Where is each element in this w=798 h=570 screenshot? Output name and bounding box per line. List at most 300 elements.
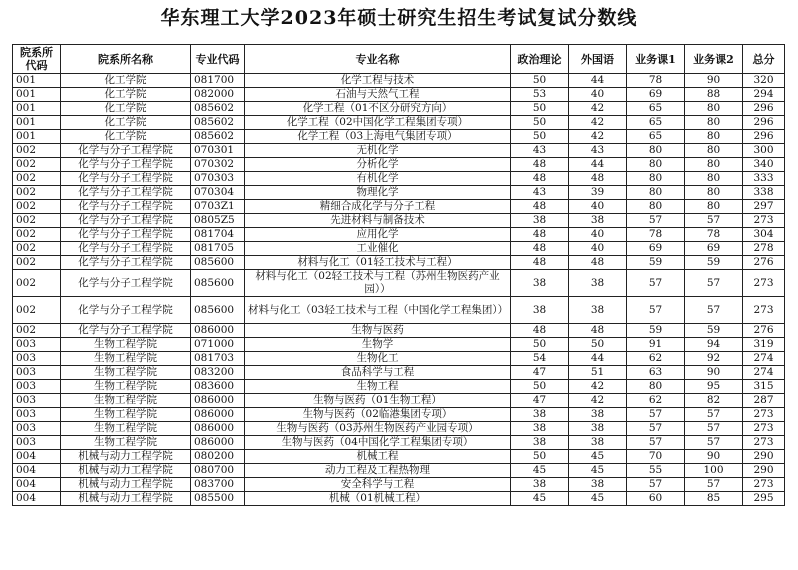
- cell-dept-name: 化学与分子工程学院: [61, 172, 191, 186]
- cell-dept-code: 001: [13, 116, 61, 130]
- table-body: [13, 74, 785, 506]
- cell-major-name: 应用化学: [245, 228, 511, 242]
- cell-foreign-language-score: 45: [569, 492, 627, 506]
- cell-dept-code: 004: [13, 450, 61, 464]
- cell-dept-code: 004: [13, 492, 61, 506]
- cell-major-code: 081700: [191, 74, 245, 88]
- cell-politics-score: 48: [511, 228, 569, 242]
- cell-politics-score: 50: [511, 74, 569, 88]
- cell-dept-name: 化学与分子工程学院: [61, 228, 191, 242]
- cell-major-name: 材料与化工（03轻工技术与工程（中国化学工程集团））: [245, 297, 511, 324]
- cell-major-code: 080700: [191, 464, 245, 478]
- cell-major-code: 081705: [191, 242, 245, 256]
- cell-major-code: 070301: [191, 144, 245, 158]
- cell-total-score: 278: [743, 242, 785, 256]
- cell-major-name: 生物与医药: [245, 324, 511, 338]
- cell-politics-score: 43: [511, 144, 569, 158]
- cell-course-1-score: 60: [627, 492, 685, 506]
- cell-major-code: 085602: [191, 130, 245, 144]
- cell-dept-name: 生物工程学院: [61, 338, 191, 352]
- table-row: [13, 102, 785, 116]
- cell-total-score: 276: [743, 324, 785, 338]
- cell-major-code: 086000: [191, 422, 245, 436]
- cell-dept-code: 002: [13, 270, 61, 297]
- header-major-code: 专业代码: [191, 45, 245, 74]
- cell-total-score: 295: [743, 492, 785, 506]
- cell-course-2-score: 90: [685, 366, 743, 380]
- cell-foreign-language-score: 40: [569, 242, 627, 256]
- cell-total-score: 333: [743, 172, 785, 186]
- cell-course-1-score: 78: [627, 228, 685, 242]
- cell-politics-score: 45: [511, 492, 569, 506]
- cell-course-2-score: 80: [685, 172, 743, 186]
- cell-dept-name: 生物工程学院: [61, 436, 191, 450]
- cell-major-code: 0703Z1: [191, 200, 245, 214]
- cell-major-code: 081704: [191, 228, 245, 242]
- table-row: [13, 394, 785, 408]
- cell-dept-name: 生物工程学院: [61, 352, 191, 366]
- cell-major-name: 机械（01机械工程）: [245, 492, 511, 506]
- cell-major-name: 工业催化: [245, 242, 511, 256]
- cell-major-name: 机械工程: [245, 450, 511, 464]
- cell-politics-score: 45: [511, 464, 569, 478]
- cell-dept-name: 化学与分子工程学院: [61, 256, 191, 270]
- cell-major-code: 085602: [191, 102, 245, 116]
- cell-foreign-language-score: 42: [569, 394, 627, 408]
- cell-dept-code: 001: [13, 88, 61, 102]
- cell-total-score: 294: [743, 88, 785, 102]
- header-total: 总分: [743, 45, 785, 74]
- cell-dept-code: 003: [13, 408, 61, 422]
- table-row: [13, 422, 785, 436]
- cell-foreign-language-score: 42: [569, 116, 627, 130]
- cell-total-score: 273: [743, 408, 785, 422]
- cell-total-score: 319: [743, 338, 785, 352]
- cell-major-name: 生物与医药（04中国化学工程集团专项）: [245, 436, 511, 450]
- cell-course-1-score: 57: [627, 270, 685, 297]
- score-table: [12, 44, 785, 506]
- header-course-2: 业务课2: [685, 45, 743, 74]
- cell-major-name: 生物工程: [245, 380, 511, 394]
- table-row: [13, 380, 785, 394]
- cell-politics-score: 54: [511, 352, 569, 366]
- cell-major-code: 081703: [191, 352, 245, 366]
- cell-politics-score: 43: [511, 186, 569, 200]
- cell-major-name: 物理化学: [245, 186, 511, 200]
- header-foreign-language: 外国语: [569, 45, 627, 74]
- cell-total-score: 273: [743, 436, 785, 450]
- cell-course-1-score: 80: [627, 380, 685, 394]
- header-course-1: 业务课1: [627, 45, 685, 74]
- table-row: [13, 297, 785, 324]
- cell-total-score: 315: [743, 380, 785, 394]
- cell-politics-score: 50: [511, 116, 569, 130]
- cell-politics-score: 50: [511, 130, 569, 144]
- table-row: [13, 74, 785, 88]
- cell-dept-name: 生物工程学院: [61, 408, 191, 422]
- cell-total-score: 273: [743, 422, 785, 436]
- cell-course-2-score: 82: [685, 394, 743, 408]
- table-row: [13, 228, 785, 242]
- cell-dept-code: 003: [13, 436, 61, 450]
- cell-dept-name: 化工学院: [61, 102, 191, 116]
- cell-major-code: 085600: [191, 297, 245, 324]
- cell-dept-name: 机械与动力工程学院: [61, 478, 191, 492]
- cell-course-1-score: 78: [627, 74, 685, 88]
- cell-course-1-score: 65: [627, 130, 685, 144]
- cell-politics-score: 38: [511, 478, 569, 492]
- cell-major-name: 化学工程（03上海电气集团专项）: [245, 130, 511, 144]
- cell-course-1-score: 80: [627, 144, 685, 158]
- cell-foreign-language-score: 40: [569, 200, 627, 214]
- cell-foreign-language-score: 38: [569, 436, 627, 450]
- cell-major-name: 精细合成化学与分子工程: [245, 200, 511, 214]
- table-row: [13, 116, 785, 130]
- cell-major-name: 动力工程及工程热物理: [245, 464, 511, 478]
- cell-foreign-language-score: 40: [569, 228, 627, 242]
- cell-total-score: 273: [743, 478, 785, 492]
- cell-dept-name: 化学与分子工程学院: [61, 270, 191, 297]
- cell-course-2-score: 80: [685, 186, 743, 200]
- header-dept-code: 院系所代码: [13, 45, 61, 74]
- cell-dept-code: 001: [13, 130, 61, 144]
- cell-course-1-score: 62: [627, 352, 685, 366]
- cell-major-code: 086000: [191, 436, 245, 450]
- cell-total-score: 296: [743, 130, 785, 144]
- cell-dept-code: 003: [13, 394, 61, 408]
- cell-major-name: 材料与化工（01轻工技术与工程）: [245, 256, 511, 270]
- cell-dept-code: 003: [13, 366, 61, 380]
- cell-foreign-language-score: 43: [569, 144, 627, 158]
- cell-foreign-language-score: 38: [569, 297, 627, 324]
- cell-major-code: 085600: [191, 256, 245, 270]
- cell-major-code: 071000: [191, 338, 245, 352]
- cell-course-2-score: 78: [685, 228, 743, 242]
- cell-major-name: 化学工程（02中国化学工程集团专项）: [245, 116, 511, 130]
- cell-dept-name: 机械与动力工程学院: [61, 450, 191, 464]
- cell-major-name: 先进材料与制备技术: [245, 214, 511, 228]
- cell-course-2-score: 57: [685, 408, 743, 422]
- cell-dept-name: 化学与分子工程学院: [61, 324, 191, 338]
- cell-politics-score: 38: [511, 422, 569, 436]
- cell-dept-name: 化学与分子工程学院: [61, 214, 191, 228]
- cell-foreign-language-score: 48: [569, 172, 627, 186]
- cell-dept-name: 化工学院: [61, 116, 191, 130]
- cell-dept-code: 003: [13, 380, 61, 394]
- cell-course-1-score: 55: [627, 464, 685, 478]
- cell-dept-code: 002: [13, 144, 61, 158]
- cell-total-score: 274: [743, 366, 785, 380]
- cell-major-code: 085602: [191, 116, 245, 130]
- cell-dept-name: 生物工程学院: [61, 366, 191, 380]
- cell-total-score: 290: [743, 450, 785, 464]
- cell-major-name: 有机化学: [245, 172, 511, 186]
- cell-course-1-score: 57: [627, 214, 685, 228]
- table-row: [13, 214, 785, 228]
- cell-major-code: 080200: [191, 450, 245, 464]
- cell-course-1-score: 57: [627, 436, 685, 450]
- cell-dept-code: 002: [13, 200, 61, 214]
- cell-politics-score: 38: [511, 297, 569, 324]
- cell-foreign-language-score: 45: [569, 450, 627, 464]
- cell-foreign-language-score: 42: [569, 380, 627, 394]
- cell-foreign-language-score: 48: [569, 256, 627, 270]
- cell-course-2-score: 69: [685, 242, 743, 256]
- cell-politics-score: 48: [511, 256, 569, 270]
- cell-major-code: 0805Z5: [191, 214, 245, 228]
- cell-total-score: 338: [743, 186, 785, 200]
- cell-total-score: 296: [743, 116, 785, 130]
- cell-dept-code: 002: [13, 324, 61, 338]
- cell-course-2-score: 57: [685, 478, 743, 492]
- cell-course-2-score: 80: [685, 130, 743, 144]
- cell-course-1-score: 65: [627, 102, 685, 116]
- cell-dept-name: 化工学院: [61, 74, 191, 88]
- cell-politics-score: 38: [511, 270, 569, 297]
- cell-course-2-score: 59: [685, 324, 743, 338]
- cell-course-2-score: 92: [685, 352, 743, 366]
- cell-total-score: 273: [743, 297, 785, 324]
- cell-course-2-score: 57: [685, 270, 743, 297]
- cell-foreign-language-score: 44: [569, 74, 627, 88]
- table-row: [13, 464, 785, 478]
- cell-foreign-language-score: 51: [569, 366, 627, 380]
- cell-politics-score: 48: [511, 324, 569, 338]
- cell-course-2-score: 100: [685, 464, 743, 478]
- table-header-row: [13, 45, 785, 74]
- table-row: [13, 200, 785, 214]
- cell-dept-name: 化学与分子工程学院: [61, 242, 191, 256]
- cell-course-2-score: 57: [685, 436, 743, 450]
- cell-dept-name: 生物工程学院: [61, 380, 191, 394]
- cell-total-score: 273: [743, 270, 785, 297]
- cell-dept-name: 生物工程学院: [61, 394, 191, 408]
- cell-dept-name: 生物工程学院: [61, 422, 191, 436]
- cell-course-1-score: 80: [627, 172, 685, 186]
- cell-major-name: 生物学: [245, 338, 511, 352]
- cell-foreign-language-score: 44: [569, 352, 627, 366]
- cell-dept-code: 002: [13, 172, 61, 186]
- cell-course-1-score: 91: [627, 338, 685, 352]
- cell-total-score: 296: [743, 102, 785, 116]
- cell-politics-score: 50: [511, 450, 569, 464]
- cell-course-2-score: 57: [685, 297, 743, 324]
- cell-major-code: 083700: [191, 478, 245, 492]
- cell-dept-name: 化学与分子工程学院: [61, 297, 191, 324]
- cell-course-1-score: 62: [627, 394, 685, 408]
- table-row: [13, 408, 785, 422]
- cell-dept-name: 机械与动力工程学院: [61, 492, 191, 506]
- cell-course-2-score: 57: [685, 422, 743, 436]
- cell-major-code: 086000: [191, 324, 245, 338]
- cell-politics-score: 38: [511, 214, 569, 228]
- cell-politics-score: 48: [511, 172, 569, 186]
- cell-major-name: 安全科学与工程: [245, 478, 511, 492]
- cell-politics-score: 48: [511, 242, 569, 256]
- cell-major-code: 083200: [191, 366, 245, 380]
- cell-foreign-language-score: 38: [569, 270, 627, 297]
- cell-major-code: 085600: [191, 270, 245, 297]
- cell-total-score: 276: [743, 256, 785, 270]
- table-row: [13, 324, 785, 338]
- cell-total-score: 287: [743, 394, 785, 408]
- cell-course-1-score: 80: [627, 186, 685, 200]
- cell-major-name: 化学工程（01不区分研究方向）: [245, 102, 511, 116]
- header-politics: 政治理论: [511, 45, 569, 74]
- cell-course-1-score: 80: [627, 158, 685, 172]
- cell-course-1-score: 59: [627, 324, 685, 338]
- cell-total-score: 273: [743, 214, 785, 228]
- cell-foreign-language-score: 48: [569, 324, 627, 338]
- table-row: [13, 366, 785, 380]
- cell-dept-code: 001: [13, 102, 61, 116]
- cell-major-code: 086000: [191, 394, 245, 408]
- cell-foreign-language-score: 42: [569, 130, 627, 144]
- table-row: [13, 256, 785, 270]
- cell-major-name: 化学工程与技术: [245, 74, 511, 88]
- cell-dept-code: 004: [13, 464, 61, 478]
- cell-dept-code: 001: [13, 74, 61, 88]
- cell-dept-code: 002: [13, 228, 61, 242]
- cell-politics-score: 53: [511, 88, 569, 102]
- cell-course-2-score: 80: [685, 144, 743, 158]
- cell-course-2-score: 80: [685, 200, 743, 214]
- cell-foreign-language-score: 50: [569, 338, 627, 352]
- cell-dept-name: 化学与分子工程学院: [61, 158, 191, 172]
- cell-foreign-language-score: 38: [569, 214, 627, 228]
- cell-politics-score: 47: [511, 394, 569, 408]
- cell-politics-score: 38: [511, 408, 569, 422]
- cell-course-1-score: 57: [627, 478, 685, 492]
- cell-total-score: 304: [743, 228, 785, 242]
- cell-major-code: 070303: [191, 172, 245, 186]
- cell-major-name: 生物化工: [245, 352, 511, 366]
- cell-major-name: 材料与化工（02轻工技术与工程（苏州生物医药产业园））: [245, 270, 511, 297]
- cell-major-code: 086000: [191, 408, 245, 422]
- cell-dept-name: 化学与分子工程学院: [61, 144, 191, 158]
- cell-major-code: 085500: [191, 492, 245, 506]
- cell-course-2-score: 88: [685, 88, 743, 102]
- cell-foreign-language-score: 39: [569, 186, 627, 200]
- cell-dept-code: 002: [13, 297, 61, 324]
- table-row: [13, 158, 785, 172]
- cell-major-name: 无机化学: [245, 144, 511, 158]
- cell-total-score: 300: [743, 144, 785, 158]
- cell-dept-code: 004: [13, 478, 61, 492]
- table-row: [13, 242, 785, 256]
- cell-course-1-score: 63: [627, 366, 685, 380]
- cell-foreign-language-score: 44: [569, 158, 627, 172]
- cell-dept-name: 化学与分子工程学院: [61, 186, 191, 200]
- cell-politics-score: 50: [511, 102, 569, 116]
- cell-dept-code: 003: [13, 422, 61, 436]
- cell-total-score: 340: [743, 158, 785, 172]
- table-row: [13, 450, 785, 464]
- cell-politics-score: 48: [511, 200, 569, 214]
- cell-course-2-score: 85: [685, 492, 743, 506]
- cell-foreign-language-score: 38: [569, 478, 627, 492]
- cell-politics-score: 48: [511, 158, 569, 172]
- cell-total-score: 297: [743, 200, 785, 214]
- cell-dept-name: 化工学院: [61, 88, 191, 102]
- table-row: [13, 436, 785, 450]
- cell-major-name: 石油与天然气工程: [245, 88, 511, 102]
- cell-politics-score: 50: [511, 380, 569, 394]
- table-row: [13, 144, 785, 158]
- cell-total-score: 274: [743, 352, 785, 366]
- cell-foreign-language-score: 38: [569, 422, 627, 436]
- cell-course-1-score: 57: [627, 297, 685, 324]
- cell-foreign-language-score: 45: [569, 464, 627, 478]
- cell-major-name: 生物与医药（01生物工程）: [245, 394, 511, 408]
- table-row: [13, 186, 785, 200]
- cell-dept-code: 003: [13, 352, 61, 366]
- table-row: [13, 352, 785, 366]
- cell-major-name: 生物与医药（03苏州生物医药产业园专项）: [245, 422, 511, 436]
- table-row: [13, 492, 785, 506]
- cell-course-1-score: 69: [627, 242, 685, 256]
- page-title: 华东理工大学2023年硕士研究生招生考试复试分数线: [160, 7, 638, 29]
- cell-course-2-score: 95: [685, 380, 743, 394]
- cell-course-1-score: 59: [627, 256, 685, 270]
- cell-dept-name: 机械与动力工程学院: [61, 464, 191, 478]
- table-row: [13, 172, 785, 186]
- cell-foreign-language-score: 40: [569, 88, 627, 102]
- cell-dept-code: 002: [13, 256, 61, 270]
- cell-dept-code: 003: [13, 338, 61, 352]
- cell-politics-score: 38: [511, 436, 569, 450]
- cell-major-name: 生物与医药（02临港集团专项）: [245, 408, 511, 422]
- cell-major-code: 070302: [191, 158, 245, 172]
- cell-dept-code: 002: [13, 214, 61, 228]
- cell-course-2-score: 80: [685, 102, 743, 116]
- cell-course-2-score: 90: [685, 450, 743, 464]
- cell-course-1-score: 70: [627, 450, 685, 464]
- header-dept-name: 院系所名称: [61, 45, 191, 74]
- cell-major-code: 083600: [191, 380, 245, 394]
- cell-major-name: 分析化学: [245, 158, 511, 172]
- cell-dept-name: 化学与分子工程学院: [61, 200, 191, 214]
- cell-course-1-score: 57: [627, 408, 685, 422]
- cell-dept-code: 002: [13, 186, 61, 200]
- cell-course-2-score: 57: [685, 214, 743, 228]
- cell-course-1-score: 69: [627, 88, 685, 102]
- cell-total-score: 290: [743, 464, 785, 478]
- cell-course-2-score: 59: [685, 256, 743, 270]
- cell-politics-score: 50: [511, 338, 569, 352]
- cell-foreign-language-score: 42: [569, 102, 627, 116]
- cell-dept-name: 化工学院: [61, 130, 191, 144]
- table-row: [13, 478, 785, 492]
- cell-major-code: 070304: [191, 186, 245, 200]
- table-row: [13, 338, 785, 352]
- cell-politics-score: 47: [511, 366, 569, 380]
- cell-dept-code: 002: [13, 242, 61, 256]
- header-major-name: 专业名称: [245, 45, 511, 74]
- cell-course-2-score: 94: [685, 338, 743, 352]
- table-row: [13, 88, 785, 102]
- cell-course-1-score: 57: [627, 422, 685, 436]
- table-row: [13, 270, 785, 297]
- cell-dept-code: 002: [13, 158, 61, 172]
- cell-course-2-score: 80: [685, 158, 743, 172]
- cell-course-2-score: 90: [685, 74, 743, 88]
- cell-major-code: 082000: [191, 88, 245, 102]
- cell-foreign-language-score: 38: [569, 408, 627, 422]
- cell-course-1-score: 65: [627, 116, 685, 130]
- cell-course-1-score: 80: [627, 200, 685, 214]
- table-row: [13, 130, 785, 144]
